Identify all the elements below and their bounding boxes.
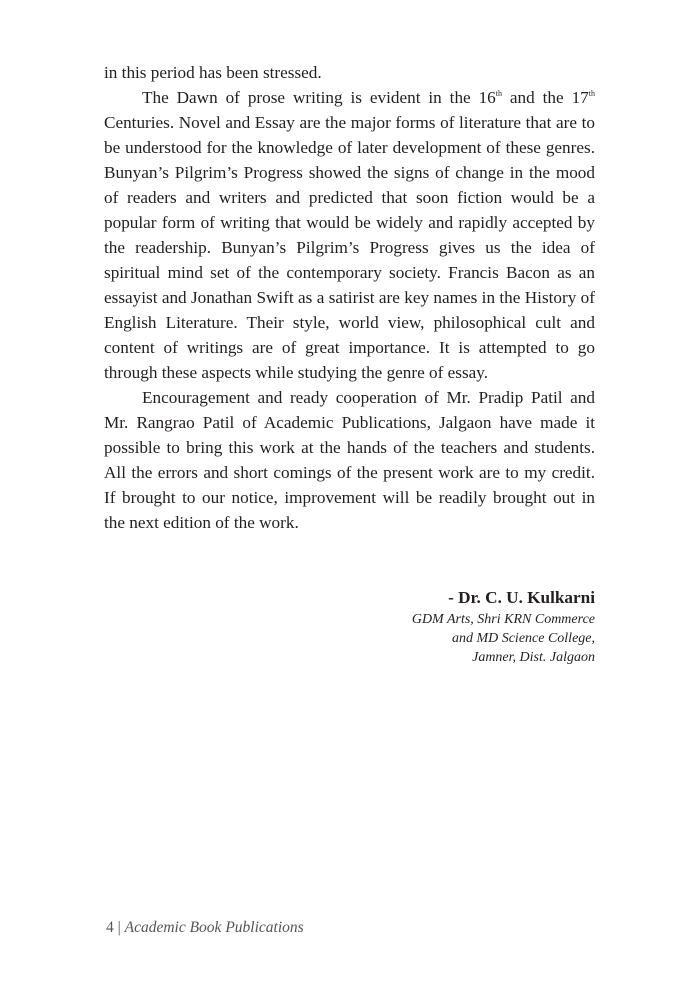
page-footer — [106, 919, 304, 937]
page-number: 4 — [106, 919, 114, 936]
paragraph-2-part-3: Centuries. Novel and Essay are the major forms of literature that are to be understood for the knowledge of later development of these genres. Bunyan’s Pilgrim’s Progress showed the signs of change in the mood of readers and writers and predicted that soon fiction would be a popular form of writing that would be widely and rapidly accepted by the readership. Bunyan’s Pilgrim’s Progress gives us the idea of spiritual mind set of the contemporary society. Francis Bacon as an essayist and Jonathan Swift as a satirist are key names in the History of English Literature. Their style, world view, philosophical cult and content of writings are of great importance. It is attempted to go through these aspects while studying the genre of essay. — [104, 113, 595, 382]
paragraph-2 — [104, 85, 595, 385]
superscript-th-1: th — [495, 89, 503, 98]
paragraph-2-part-1: The Dawn of prose writing is evident in the 16 — [142, 88, 496, 107]
superscript-th-2: th — [588, 89, 595, 98]
paragraph-2-part-2: and the 17 — [502, 88, 589, 107]
author-affiliation-line-1: GDM Arts, Shri KRN Commerce — [411, 612, 595, 627]
author-name: - Dr. C. U. Kulkarni — [448, 588, 595, 607]
body-text — [104, 60, 595, 535]
author-affiliation-line-2: and MD Science College, — [451, 631, 595, 646]
footer-publisher: Academic Book Publications — [124, 919, 304, 936]
author-signature — [412, 586, 595, 667]
paragraph-3: Encouragement and ready cooperation of Mr. Pradip Patil and Mr. Rangrao Patil of Academic Publications, Jalgaon have made it possible to bring this work at the hands of the teachers and students. All the errors and short comings of the present work are to my credit. If brought to our notice, improvement will be readily brought out in the next edition of the work. — [104, 388, 595, 532]
author-affiliation-line-3: Jamner, Dist. Jalgaon — [472, 650, 595, 665]
paragraph-1: in this period has been stressed. — [104, 63, 322, 82]
footer-separator: | — [117, 919, 121, 936]
